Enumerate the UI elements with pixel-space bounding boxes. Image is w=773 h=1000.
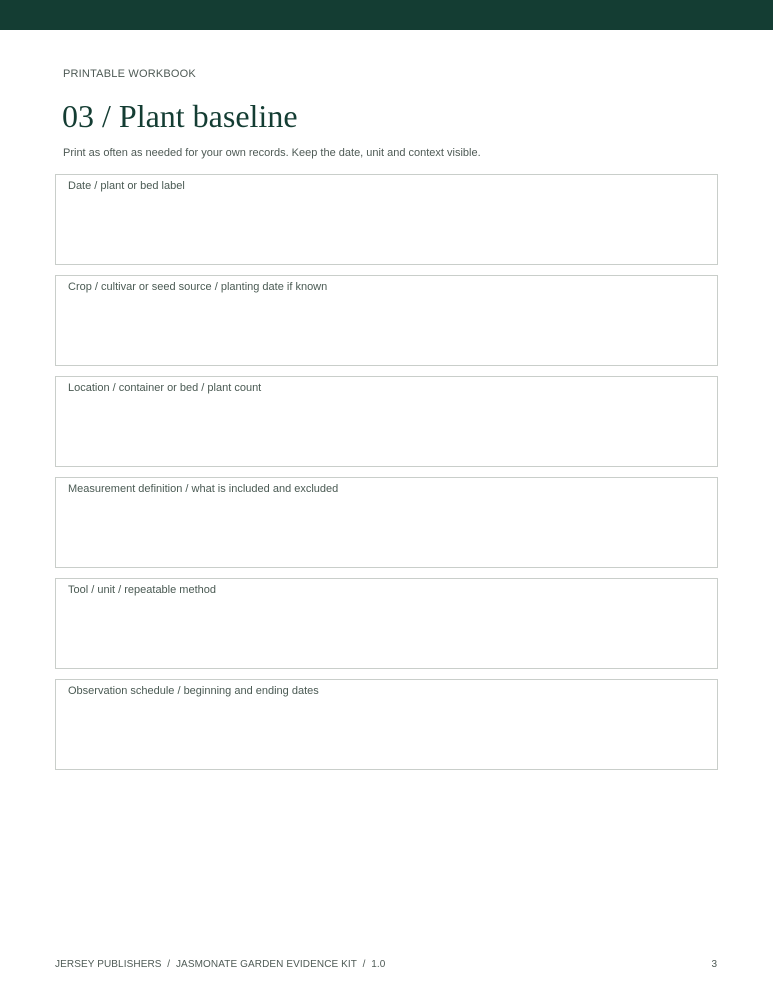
- field-crop-cultivar[interactable]: [55, 275, 718, 366]
- field-observation-schedule[interactable]: [55, 679, 718, 770]
- field-label: Crop / cultivar or seed source / planting date if known: [68, 281, 328, 293]
- field-measurement-definition[interactable]: [55, 477, 718, 568]
- field-date-plant-label[interactable]: [55, 174, 718, 265]
- field-label: Tool / unit / repeatable method: [68, 584, 216, 596]
- field-tool-unit-method[interactable]: [55, 578, 718, 669]
- footer-publisher: JERSEY PUBLISHERS / JASMONATE GARDEN EVIDENCE KIT / 1.0: [55, 959, 386, 970]
- field-location[interactable]: [55, 376, 718, 467]
- form-fields: [55, 174, 718, 780]
- field-label: Observation schedule / beginning and ending dates: [68, 685, 319, 697]
- top-color-band: [0, 0, 773, 30]
- field-label: Measurement definition / what is included and excluded: [68, 483, 339, 495]
- section-eyebrow: PRINTABLE WORKBOOK: [63, 68, 196, 80]
- intro-text: Print as often as needed for your own records. Keep the date, unit and context visible.: [63, 147, 481, 159]
- field-label: Date / plant or bed label: [68, 180, 185, 192]
- page-number: 3: [711, 959, 717, 970]
- field-label: Location / container or bed / plant count: [68, 382, 262, 394]
- page-title: 03 / Plant baseline: [62, 98, 298, 134]
